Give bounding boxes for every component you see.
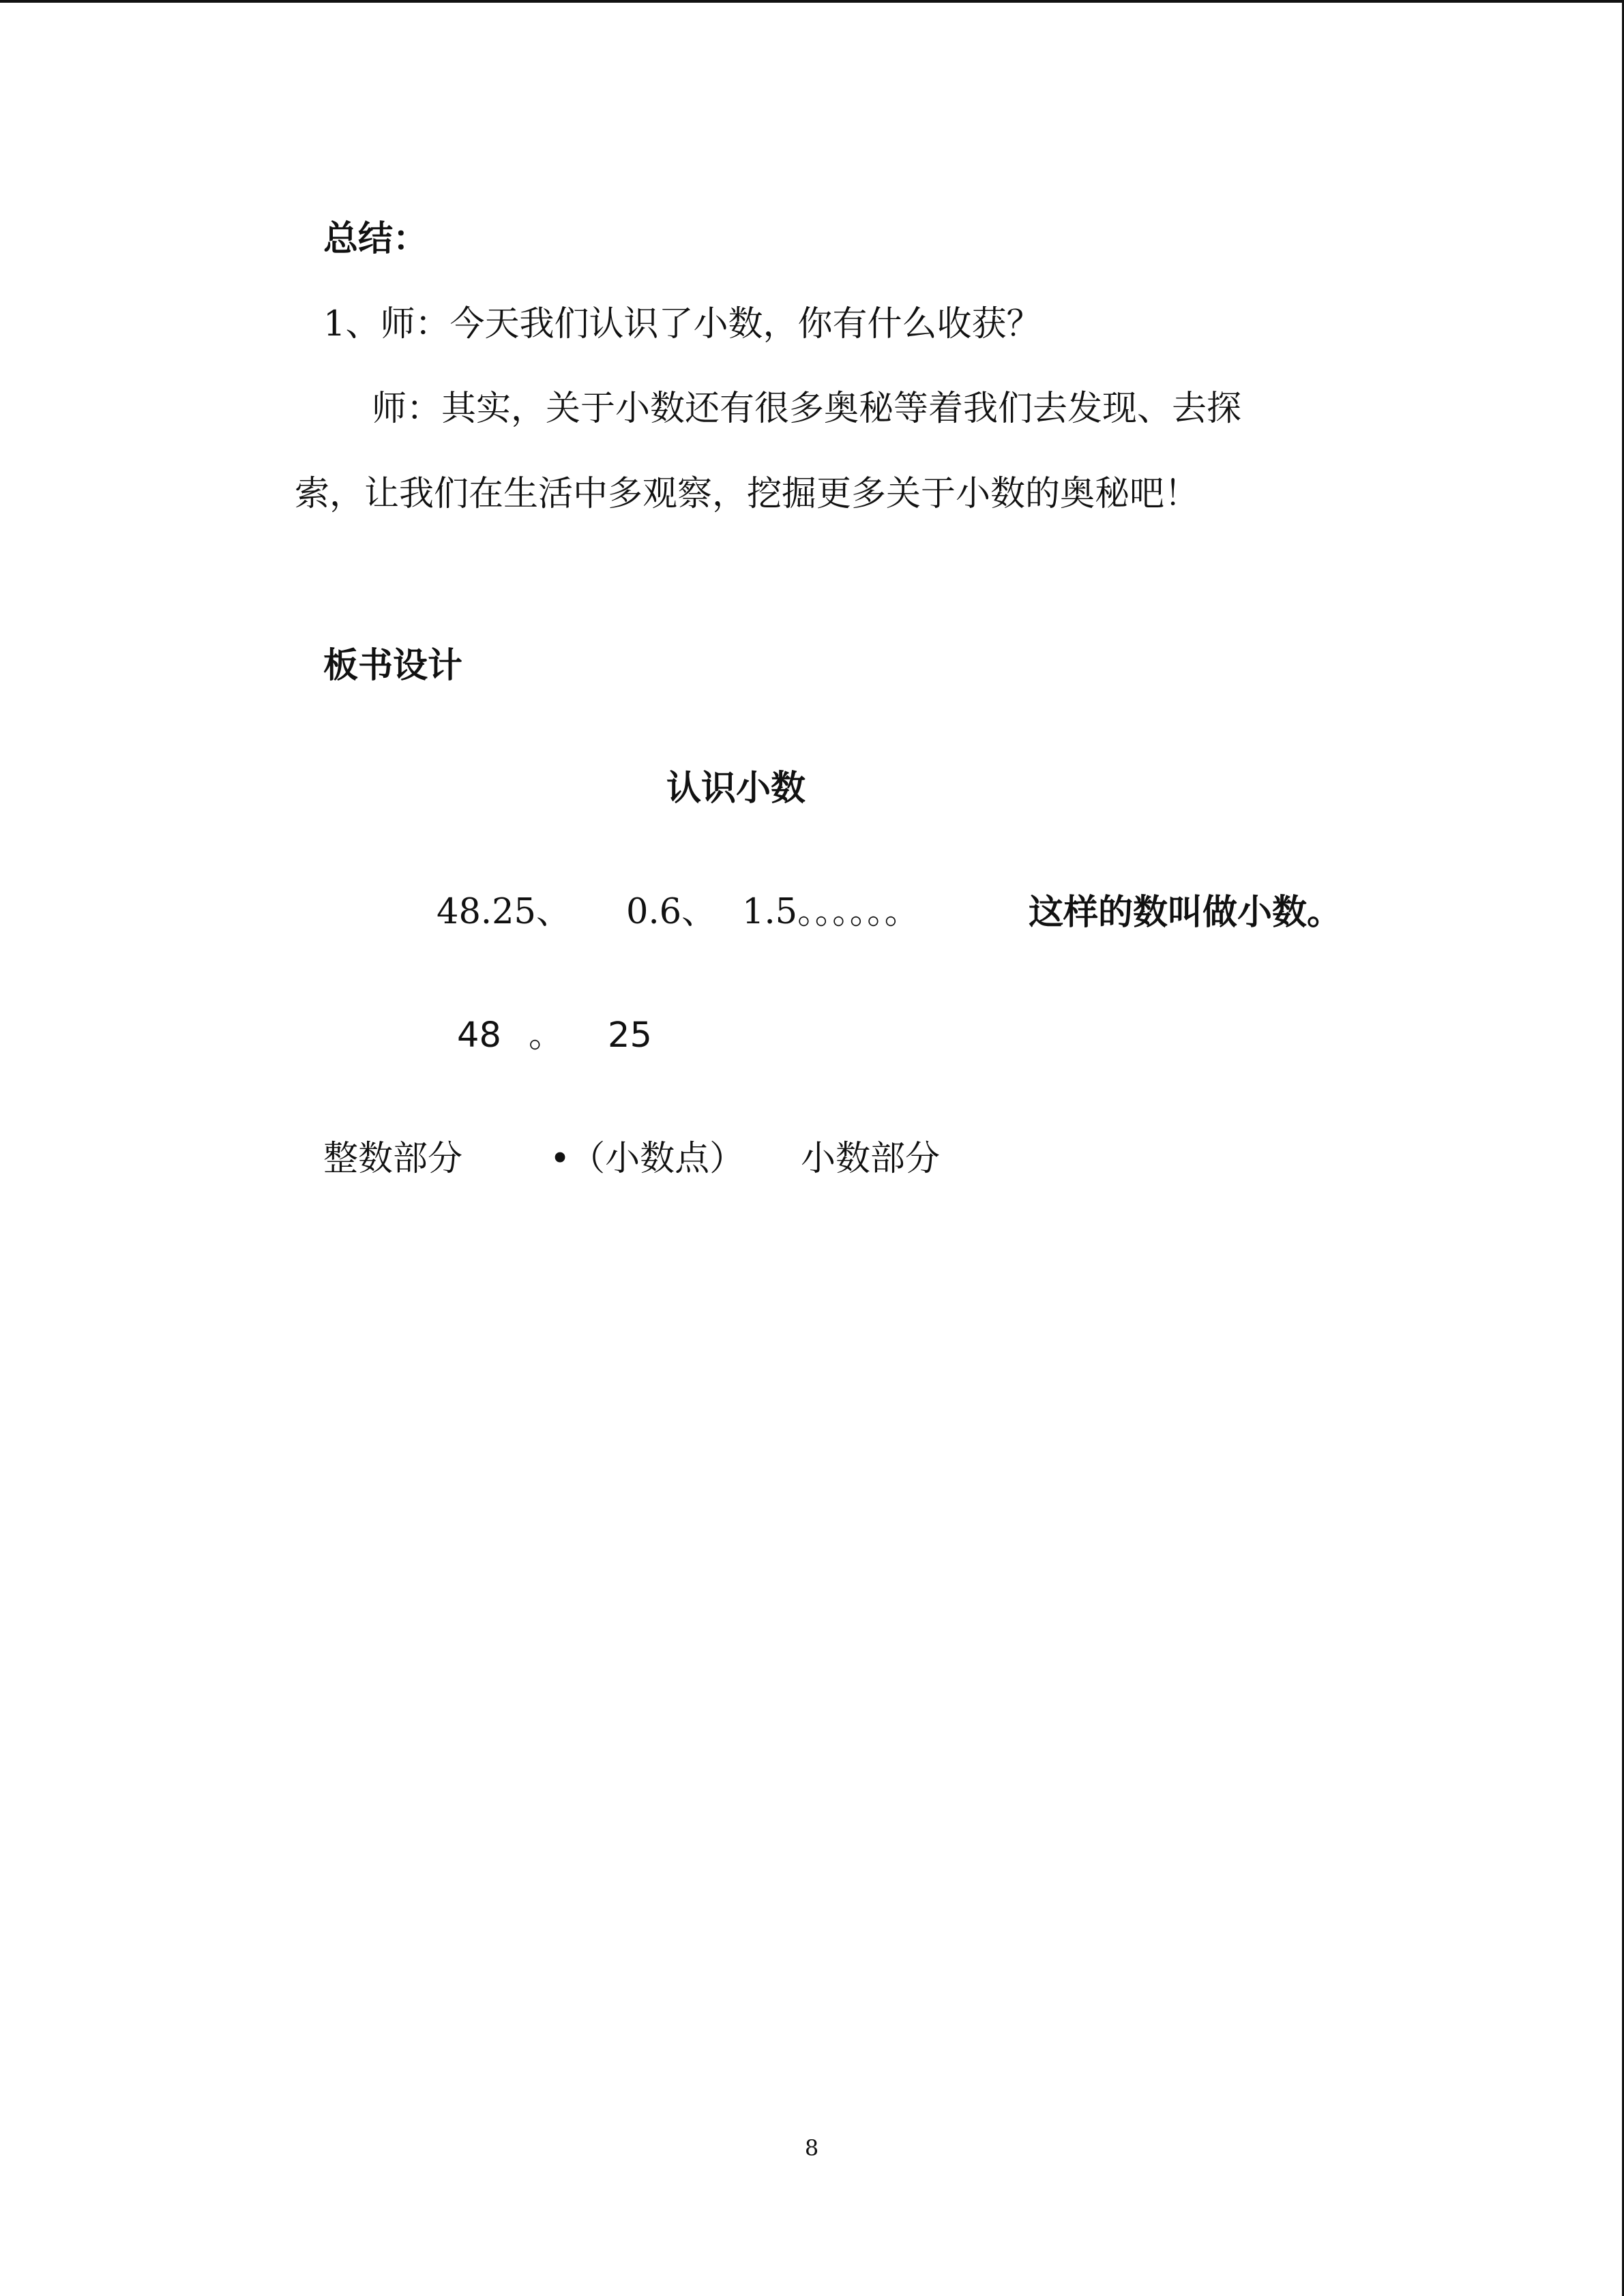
board-title: 认识小数 (666, 768, 806, 809)
board-design-heading: 板书设计 (323, 645, 463, 686)
label-decimal-part: 小数部分 (801, 1139, 941, 1179)
parts-integer-number: 48 (457, 1015, 501, 1056)
page-number: 8 (804, 2135, 819, 2161)
label-integer-part: 整数部分 (323, 1139, 463, 1179)
example-description: 这样的数叫做小数。 (1029, 892, 1342, 933)
example-number-0-6: 0.6、 (626, 892, 717, 932)
summary-line-1: 1、师：今天我们认识了小数，你有什么收获？ (323, 304, 1042, 344)
summary-line-3: 索，让我们在生活中多观察，挖掘更多关于小数的奥秘吧！ (295, 474, 1200, 514)
parts-decimal-number: 25 (608, 1015, 652, 1056)
example-number-48-25: 48.25、 (437, 892, 572, 932)
summary-line-2: 师：其实，关于小数还有很多奥秘等着我们去发现、去探 (372, 389, 1242, 429)
label-decimal-point: •（小数点） (550, 1139, 745, 1179)
top-border-line (0, 0, 1624, 3)
summary-heading: 总结： (323, 218, 428, 259)
example-number-1-5: 1.5。。。。。。 (742, 892, 919, 932)
parts-point-symbol: 。 (529, 1015, 564, 1056)
